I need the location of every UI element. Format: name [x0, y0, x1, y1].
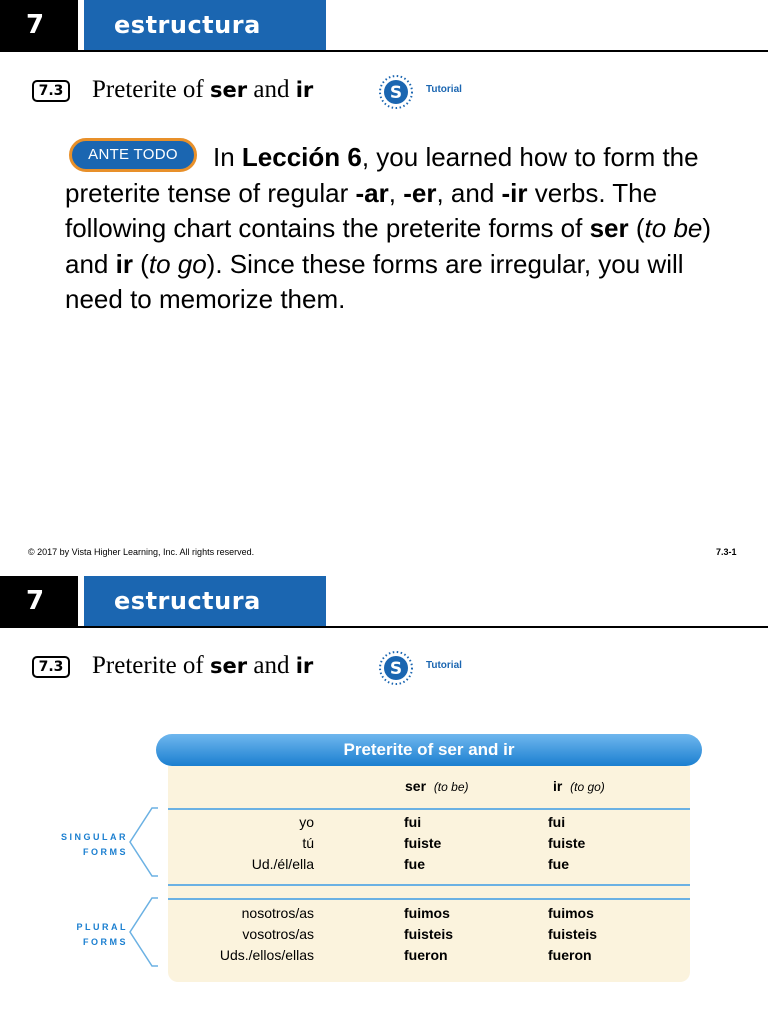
- header-divider: [0, 626, 768, 628]
- para-bold: -ir: [501, 177, 528, 208]
- ser-cell: fueron: [404, 947, 448, 963]
- section-badge: 7.3: [32, 80, 70, 102]
- para-text: ,: [388, 177, 404, 208]
- pronoun-cell: Uds./ellos/ellas: [219, 947, 314, 963]
- para-text: (: [132, 248, 149, 279]
- col-gloss: (to be): [433, 780, 469, 794]
- ir-cell: fueron: [548, 947, 592, 963]
- title-verb-ir: ir: [295, 654, 314, 678]
- chapter-header: [0, 576, 768, 628]
- copyright: © 2017 by Vista Higher Learning, Inc. All rights reserved.: [28, 547, 255, 557]
- section-heading: [32, 78, 732, 106]
- col-gloss: (to go): [570, 780, 605, 794]
- para-bold: Lección 6: [241, 142, 362, 172]
- section-badge: 7.3: [32, 656, 70, 678]
- tutorial-link[interactable]: Tutorial: [426, 660, 462, 671]
- column-header-ir: [553, 778, 605, 794]
- title-verb-ir: ir: [295, 78, 314, 102]
- pronoun-cell: vosotros/as: [242, 926, 314, 942]
- para-text: In: [213, 142, 242, 172]
- pronoun-cell: tú: [302, 835, 314, 851]
- ir-cell: fuisteis: [548, 926, 598, 942]
- pronoun-cell: Ud./él/ella: [251, 856, 314, 872]
- table-divider: [168, 808, 690, 810]
- ir-cell: fui: [548, 814, 566, 830]
- column-header-ser: [405, 778, 469, 794]
- chapter-header: [0, 0, 768, 52]
- para-text: , and: [436, 177, 502, 208]
- pronoun-cell: nosotros/as: [241, 905, 314, 921]
- group-label-line: FORMS: [83, 847, 128, 857]
- tutorial-icon[interactable]: [378, 74, 414, 110]
- intro-paragraph: [65, 140, 725, 318]
- tutorial-icon[interactable]: [378, 650, 414, 686]
- title-text: and: [247, 652, 296, 679]
- para-italic: to be: [644, 213, 703, 243]
- table-divider: [168, 884, 690, 886]
- title-verb-ser: ser: [210, 78, 248, 102]
- tutorial-icon-letter: S: [389, 83, 403, 103]
- chapter-number: 7: [0, 576, 78, 626]
- chapter-number: 7: [0, 0, 78, 50]
- singular-forms-label: [40, 830, 128, 860]
- title-text: and: [247, 76, 296, 103]
- section-heading: [32, 654, 732, 682]
- plural-forms-label: [40, 920, 128, 950]
- ir-cell: fuimos: [548, 905, 594, 921]
- singular-bracket: [130, 808, 158, 876]
- ser-cell: fuisteis: [404, 926, 454, 942]
- ir-cell: fue: [548, 856, 569, 872]
- title-text: Preterite of: [92, 76, 211, 103]
- ser-cell: fue: [404, 856, 425, 872]
- group-label-line: FORMS: [83, 937, 128, 947]
- para-bold: -ar: [355, 177, 389, 208]
- chapter-title: estructura: [84, 0, 326, 50]
- section-title: [92, 652, 313, 680]
- chapter-title: estructura: [84, 576, 326, 626]
- group-label-line: PLURAL: [76, 922, 128, 932]
- table-divider: [168, 898, 690, 900]
- title-verb-ser: ser: [210, 654, 248, 678]
- tutorial-link[interactable]: Tutorial: [426, 84, 462, 95]
- group-label-line: SINGULAR: [61, 832, 128, 842]
- pronoun-cell: yo: [299, 814, 314, 830]
- page-id: 7.3-1: [716, 547, 737, 557]
- para-bold: ir: [115, 248, 133, 279]
- table-body: [168, 766, 690, 982]
- para-text: verbs. The following chart contains the preterite forms of: [65, 177, 658, 243]
- para-text: , you learned how to form the preterite tense of regular: [65, 142, 699, 208]
- title-text: Preterite of: [92, 652, 211, 679]
- slide-2: [0, 576, 768, 1024]
- tutorial-icon-letter: S: [389, 659, 403, 679]
- plural-bracket: [130, 898, 158, 966]
- para-italic: to go: [148, 248, 207, 279]
- header-divider: [0, 50, 768, 52]
- ir-cell: fuiste: [548, 835, 586, 851]
- ante-todo-badge: ANTE TODO: [69, 138, 197, 172]
- group-brackets: [126, 802, 160, 970]
- para-text: ). Since these forms are irregular, you will need to memorize them.: [65, 248, 684, 314]
- table-title: Preterite of ser and ir: [156, 734, 702, 766]
- ser-cell: fuiste: [404, 835, 442, 851]
- ser-cell: fui: [404, 814, 422, 830]
- para-text: ) and: [65, 213, 712, 279]
- col-verb: ir: [553, 778, 563, 794]
- col-verb: ser: [405, 778, 427, 794]
- para-bold: -er: [403, 177, 437, 208]
- ser-cell: fuimos: [404, 905, 450, 921]
- para-bold: ser: [589, 213, 629, 243]
- para-text: (: [628, 213, 645, 243]
- section-title: [92, 76, 313, 104]
